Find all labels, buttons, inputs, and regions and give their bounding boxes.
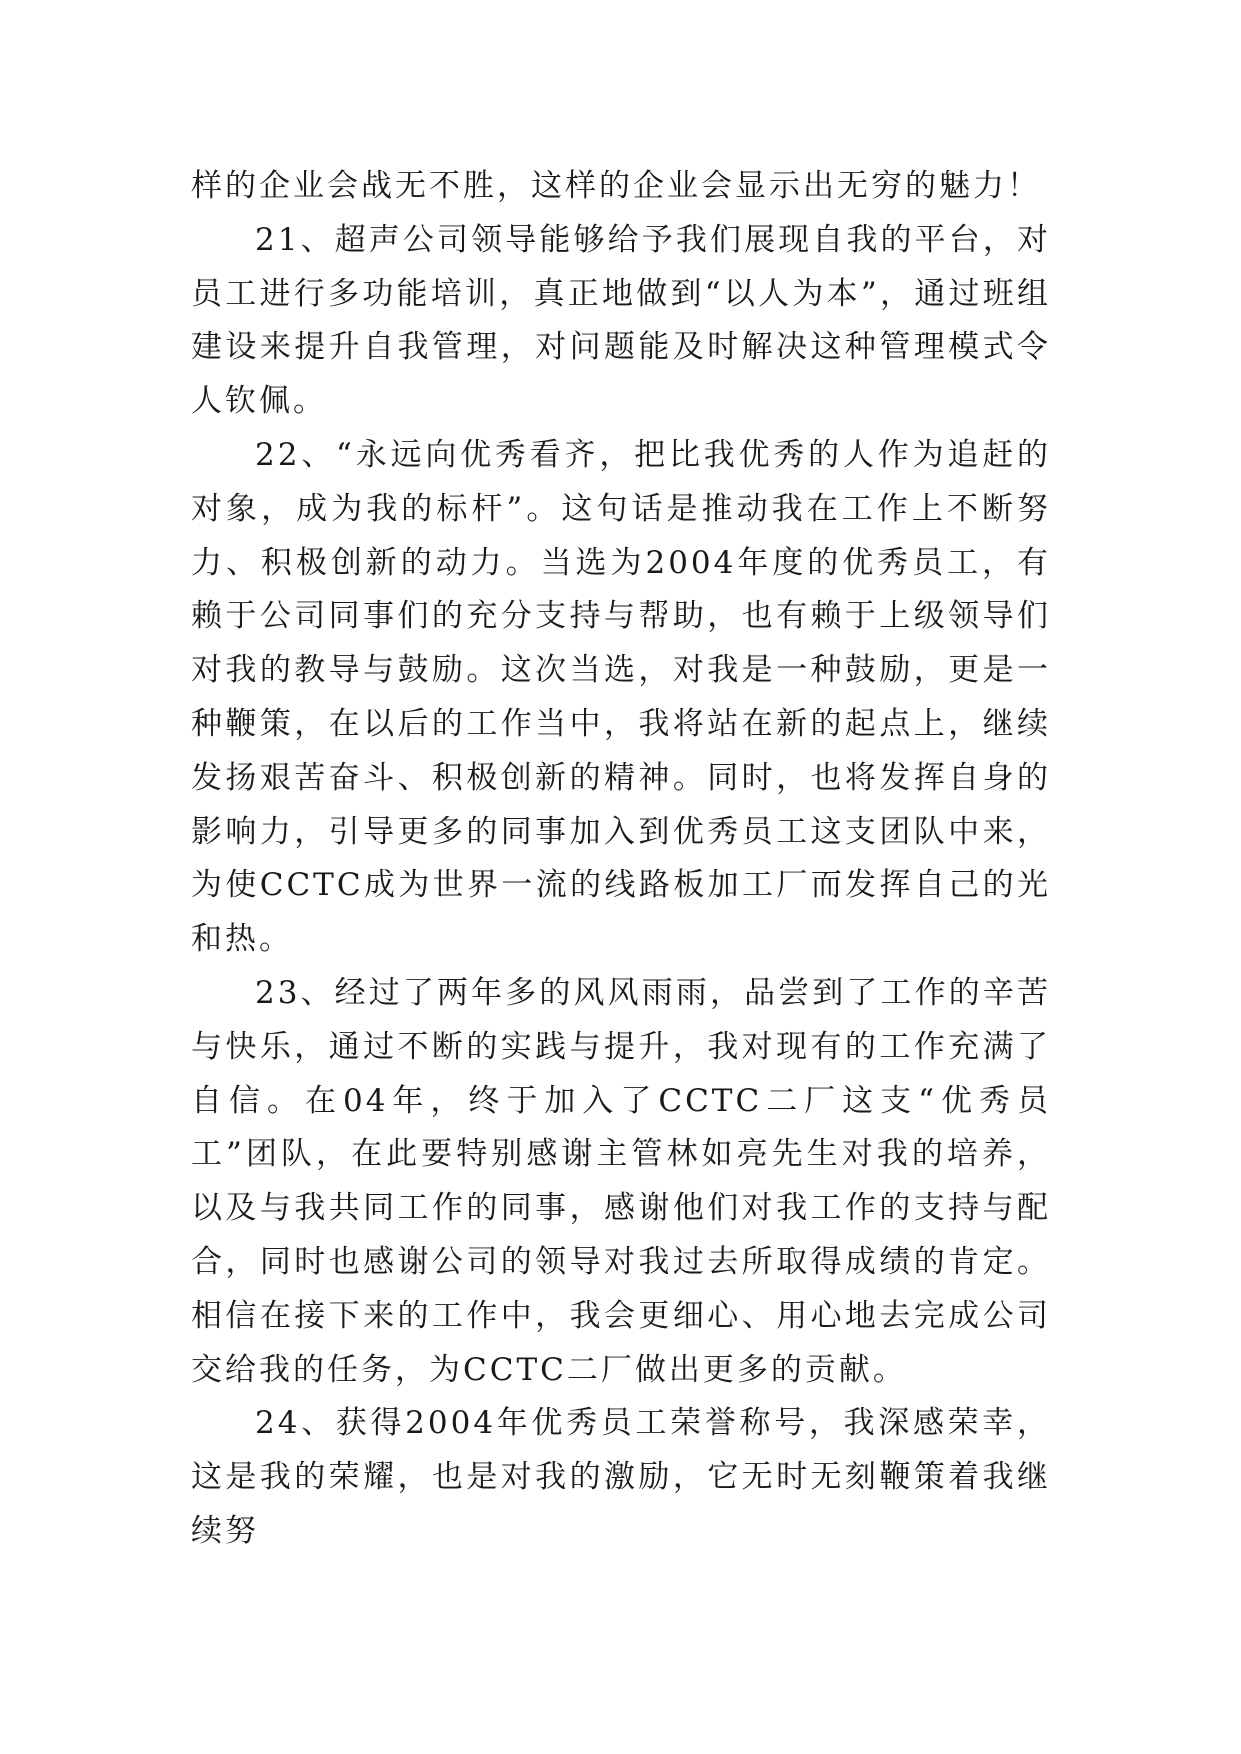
paragraph-continuation: 样的企业会战无不胜，这样的企业会显示出无穷的魅力！ (191, 168, 1041, 204)
paragraph-24: 24、获得2004年优秀员工荣誉称号，我深感荣幸，这是我的荣耀，也是对我的激励，它无时无刻鞭策着我继续努 (191, 1405, 1051, 1549)
paragraph-21: 21、超声公司领导能够给予我们展现自我的平台，对员工进行多功能培训，真正地做到“以人为本”，通过班组建设来提升自我管理，对问题能及时解决这种管理模式令人钦佩。 (191, 221, 1051, 420)
paragraph-23: 23、经过了两年多的风风雨雨，品尝到了工作的辛苦与快乐，通过不断的实践与提升，我对现有的工作充满了自信。在04年，终于加入了CCTC二厂这支“优秀员工”团队，在此要特别感谢主管林如亮先生对我的培养，以及与我共同工作的同事，感谢他们对我工作的支持与配合，同时也感谢公司的领导对我过去所取得成绩的肯定。相信在接下来的工作中，我会更细心、用心地去完成公司交给我的任务，为CCTC二厂做出更多的贡献。 (191, 974, 1051, 1388)
paragraph-22: 22、“永远向优秀看齐，把比我优秀的人作为追赶的对象，成为我的标杆”。这句话是推动我在工作上不断努力、积极创新的动力。当选为2004年度的优秀员工，有赖于公司同事们的充分支持与帮助，也有赖于上级领导们对我的教导与鼓励。这次当选，对我是一种鼓励，更是一种鞭策，在以后的工作当中，我将站在新的起点上，继续发扬艰苦奋斗、积极创新的精神。同时，也将发挥自身的影响力，引导更多的同事加入到优秀员工这支团队中来，为使CCTC成为世界一流的线路板加工厂而发挥自己的光和热。 (191, 436, 1051, 958)
document-body (191, 160, 1051, 1559)
